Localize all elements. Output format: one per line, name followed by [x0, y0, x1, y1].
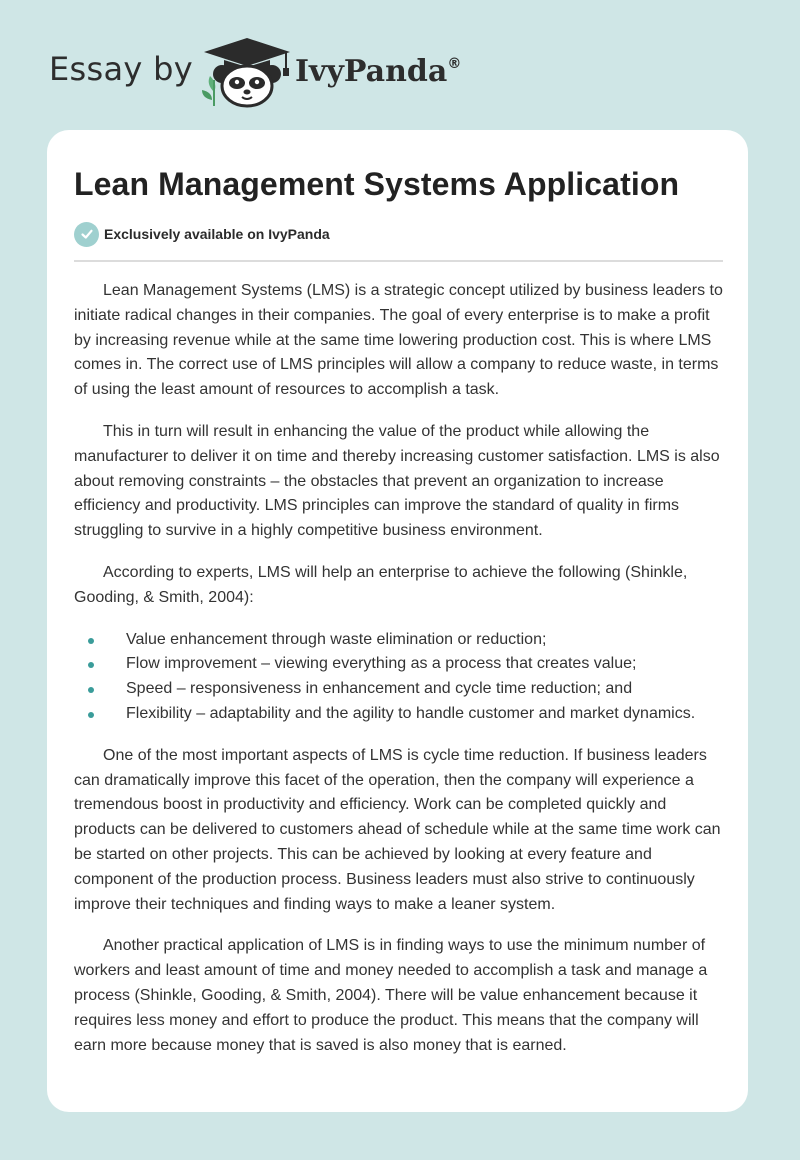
- paragraph: Lean Management Systems (LMS) is a strategic concept utilized by business leaders to initiate radical changes in their companies. The goal of every enterprise is to make a profit by increasing revenue while at the same time lowering production cost. This is where LMS comes in. The correct use of LMS principles will allow a company to reduce waste, in terms of using the least amount of resources to accomplish a task.: [74, 282, 723, 399]
- list-item-text: Value enhancement through waste elimination or reduction;: [126, 630, 547, 648]
- list-item-text: Speed – responsiveness in enhancement and cycle time reduction; and: [126, 680, 633, 698]
- site-header: [0, 0, 800, 125]
- list-item-text: Flexibility – adaptability and the agility to handle customer and market dynamics.: [126, 704, 696, 722]
- paragraph: One of the most important aspects of LMS is cycle time reduction. If business leaders can dramatically improve this facet of the operation, then the company will experience a tremendous boost in productivity and efficiency. Work can be completed quickly and products can be delivered to customers ahead of schedule while at the same time work can be started on other projects. This can be achieved by looking at every feature and component of the production process. Business leaders must also strive to continuously improve their techniques and finding ways to make a leaner system.: [74, 746, 721, 913]
- paragraph: According to experts, LMS will help an enterprise to achieve the following (Shinkle, Gooding, & Smith, 2004):: [74, 563, 688, 606]
- paragraph: Another practical application of LMS is in finding ways to use the minimum number of workers and least amount of time and money needed to accomplish a task and manage a process (Shinkle, Gooding, & Smith, 2004). There will be value enhancement because it requires less money and effort to produce the product. This means that the company will earn more because money that is saved is also money that is earned.: [74, 937, 708, 1054]
- bullet-icon: [88, 638, 94, 644]
- list-item: [74, 677, 726, 702]
- list-item: [74, 628, 726, 653]
- exclusive-badge: [74, 221, 330, 247]
- brand-name-text: IvyPanda: [295, 54, 448, 89]
- paragraph: This in turn will result in enhancing the value of the product while allowing the manufacturer to deliver it on time and thereby increasing customer satisfaction. LMS is also about removing constraints – the obstacles that prevent an organization to increase efficiency and productivity. LMS principles can improve the standard of quality in firms struggling to survive in a highly competitive business environment.: [74, 422, 720, 540]
- list-item-text: Flow improvement – viewing everything as a process that creates value;: [126, 655, 637, 673]
- essay-card: [47, 130, 748, 1112]
- divider: [74, 260, 723, 262]
- essay-body: [74, 279, 726, 1075]
- check-circle-icon: [74, 222, 99, 247]
- badge-text: Exclusively available on IvyPanda: [104, 226, 330, 242]
- bullet-icon: [88, 662, 94, 668]
- registered-mark: ®: [447, 56, 462, 72]
- bullet-icon: [88, 687, 94, 693]
- page-title: Lean Management Systems Application: [74, 166, 680, 202]
- brand-name[interactable]: [295, 54, 461, 89]
- list-item: [74, 652, 726, 677]
- brand-prefix: Essay by: [49, 50, 193, 88]
- panda-graduation-cap-icon[interactable]: [200, 36, 295, 108]
- bullet-icon: [88, 712, 94, 718]
- benefits-list: [74, 628, 726, 727]
- list-item: [74, 702, 726, 727]
